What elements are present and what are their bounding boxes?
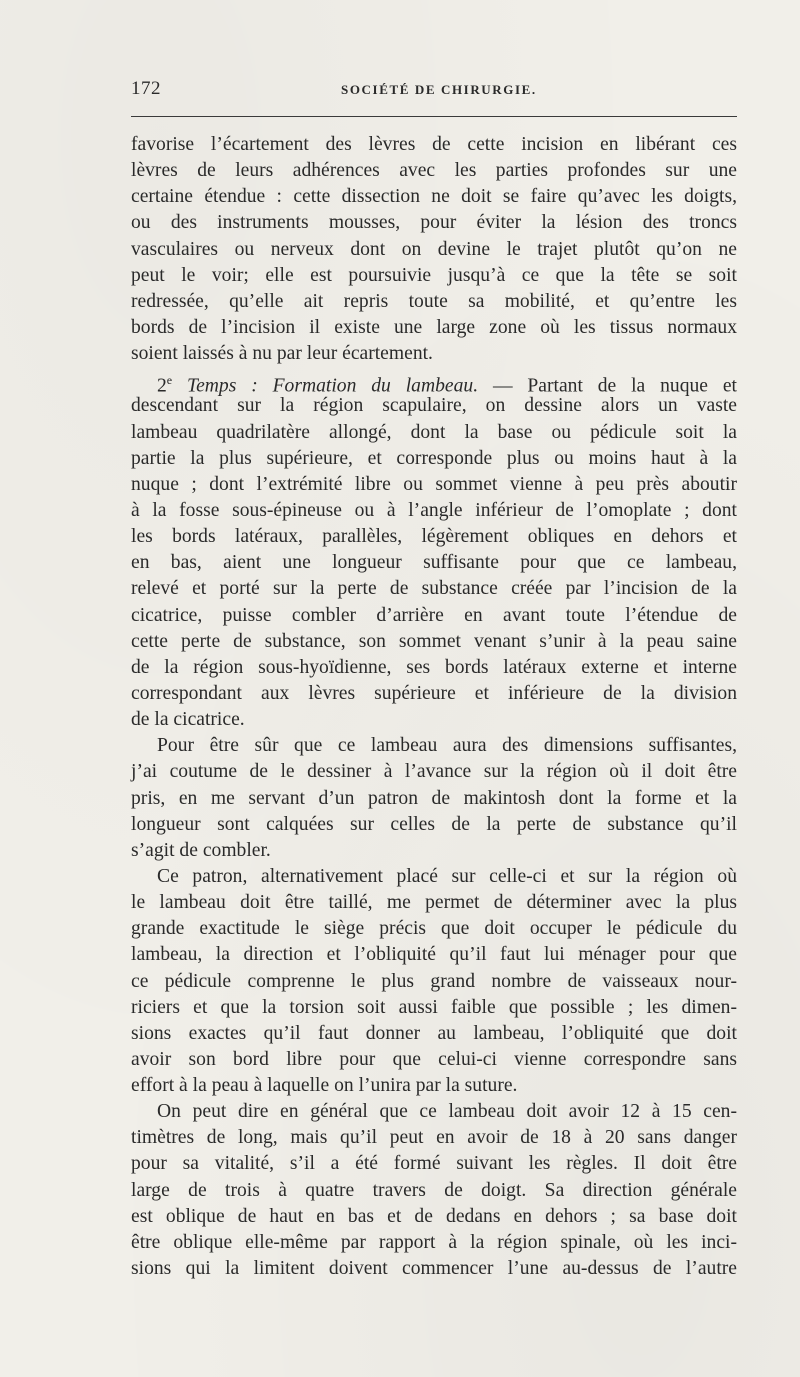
text-line: lambeau, la direction et l’obliquité qu’il faut lui ménager pour que <box>131 944 737 966</box>
text-line: bords de l’incision il existe une large zone où les tissus normaux <box>131 316 737 338</box>
text-line: ou des instruments mousses, pour éviter la lésion des troncs <box>131 212 737 234</box>
text-line: relevé et porté sur la perte de substance créée par l’incision de la <box>131 578 737 600</box>
body-text <box>131 132 737 1282</box>
text-line: partie la plus supérieure, et corresponde plus ou moins haut à la <box>131 447 737 469</box>
text-line: peut le voir; elle est poursuivie jusqu’à ce que la tête se soit <box>131 264 737 286</box>
section-heading-line: 2e Temps : Formation du lambeau. — Partant de la nuque et <box>157 373 737 397</box>
text-line: est oblique de haut en bas et de dedans en dehors ; sa base doit <box>131 1205 737 1227</box>
text-line: sions exactes qu’il faut donner au lambeau, l’obliquité que doit <box>131 1022 737 1044</box>
text-line: être oblique elle-même par rapport à la région spinale, où les inci- <box>131 1231 737 1253</box>
text-line: pris, en me servant d’un patron de makintosh dont la forme et la <box>131 787 737 809</box>
text-line: correspondant aux lèvres supérieure et inférieure de la division <box>131 682 737 704</box>
text-line: de la région sous-hyoïdienne, ses bords latéraux externe et interne <box>131 656 737 678</box>
text-line: de la cicatrice. <box>131 709 245 731</box>
page-number: 172 <box>131 78 161 99</box>
text-line: cicatrice, puisse combler d’arrière en avant toute l’étendue de <box>131 604 737 626</box>
text-line: avoir son bord libre pour que celui-ci vienne correspondre sans <box>131 1048 737 1070</box>
text-line: favorise l’écartement des lèvres de cette incision en libérant ces <box>131 134 737 155</box>
text-line: Pour être sûr que ce lambeau aura des dimensions suffisantes, <box>157 735 737 757</box>
text-line: soient laissés à nu par leur écartement. <box>131 343 433 365</box>
text-line: j’ai coutume de le dessiner à l’avance sur la région où il doit être <box>131 761 737 783</box>
text-line: sions qui la limitent doivent commencer l’une au-dessus de l’autre <box>131 1258 737 1280</box>
text-line: riciers et que la torsion soit aussi faible que possible ; les dimen- <box>131 996 737 1018</box>
text-line: vasculaires ou nerveux dont on devine le trajet plutôt qu’on ne <box>131 238 737 260</box>
text-line: nuque ; dont l’extrémité libre ou sommet vienne à peu près aboutir <box>131 473 737 495</box>
text-line: longueur sont calquées sur celles de la perte de substance qu’il <box>131 813 737 835</box>
text-line: lèvres de leurs adhérences avec les parties profondes sur une <box>131 160 737 182</box>
text-line: grande exactitude le siège précis que doit occuper le pédicule du <box>131 918 737 940</box>
text-line: pour sa vitalité, s’il a été formé suivant les règles. Il doit être <box>131 1153 737 1175</box>
text-line: s’agit de combler. <box>131 839 271 861</box>
text-line: timètres de long, mais qu’il peut en avoir de 18 à 20 sans danger <box>131 1127 737 1149</box>
text-line: le lambeau doit être taillé, me permet de déterminer avec la plus <box>131 892 737 914</box>
text-line: les bords latéraux, parallèles, légèrement obliques en dehors et <box>131 526 737 548</box>
text-line: descendant sur la région scapulaire, on dessine alors un vaste <box>131 395 737 417</box>
text-line: ce pédicule comprenne le plus grand nombre de vaisseaux nour- <box>131 970 737 992</box>
text-line: lambeau quadrilatère allongé, dont la base ou pédicule soit la <box>131 421 737 443</box>
page-header <box>131 78 737 100</box>
header-rule <box>131 116 737 117</box>
text-line: à la fosse sous-épineuse ou à l’angle inférieur de l’omoplate ; dont <box>131 499 737 521</box>
text-line: On peut dire en général que ce lambeau doit avoir 12 à 15 cen- <box>157 1101 737 1123</box>
text-line: certaine étendue : cette dissection ne doit se faire qu’avec les doigts, <box>131 186 737 208</box>
text-line: en bas, aient une longueur suffisante pour que ce lambeau, <box>131 552 737 574</box>
text-line: cette perte de substance, son sommet venant s’unir à la peau saine <box>131 630 737 652</box>
text-line: redressée, qu’elle ait repris toute sa mobilité, et qu’entre les <box>131 290 737 312</box>
running-head: SOCIÉTÉ DE CHIRURGIE. <box>341 82 537 97</box>
text-line: effort à la peau à laquelle on l’unira par la suture. <box>131 1075 518 1097</box>
text-line: Ce patron, alternativement placé sur celle-ci et sur la région où <box>157 865 737 887</box>
text-line: large de trois à quatre travers de doigt. Sa direction générale <box>131 1179 737 1201</box>
